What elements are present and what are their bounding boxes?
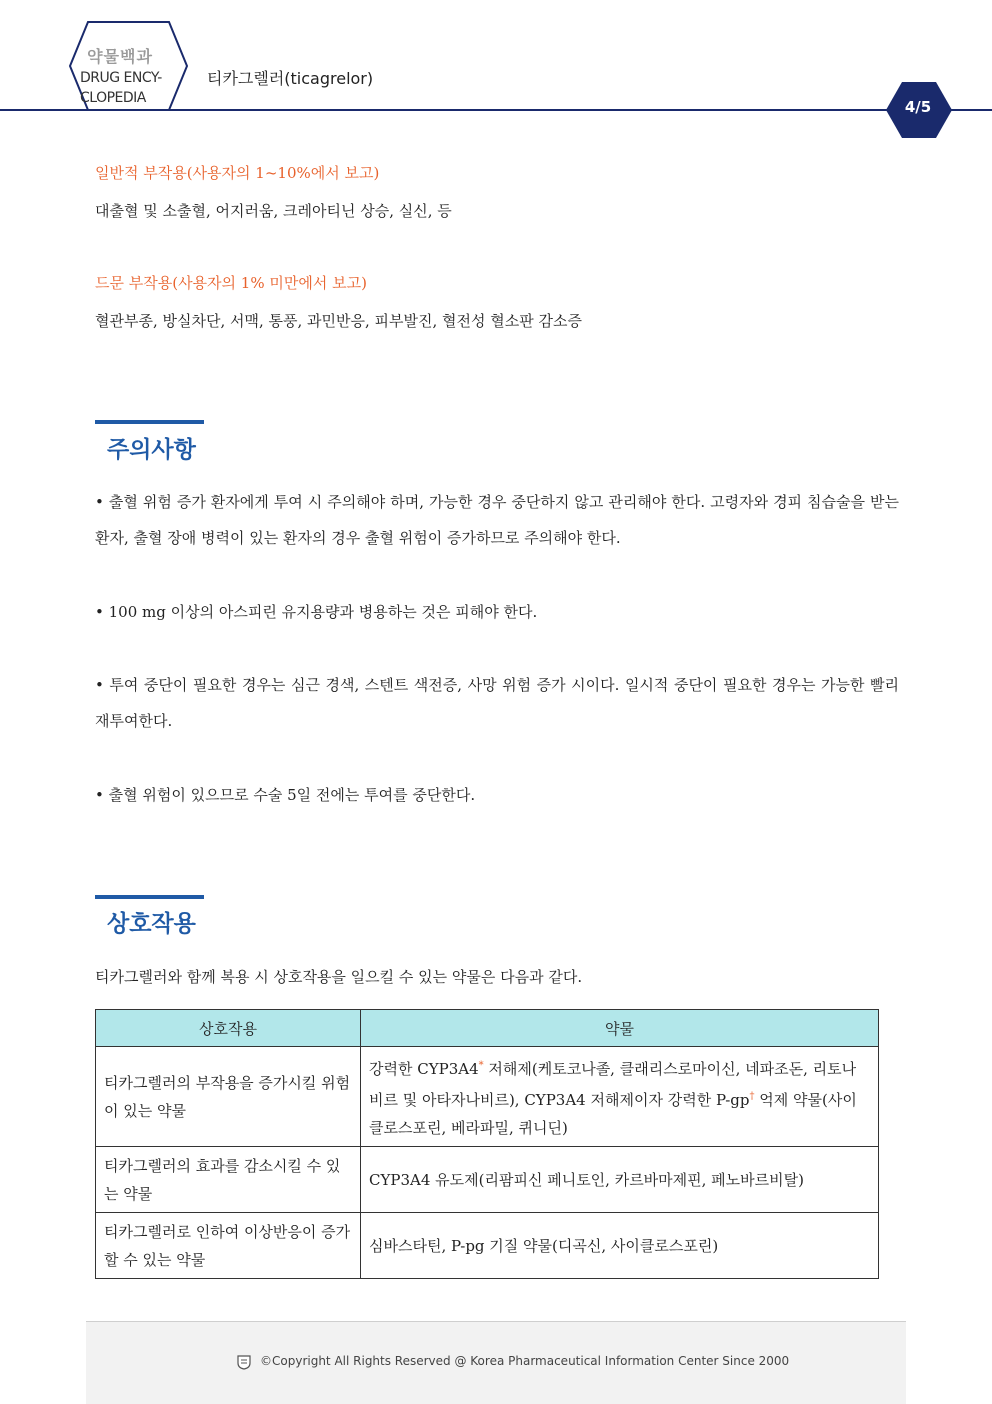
table-cell-drug <box>361 1047 879 1147</box>
table-cell-effect: 티카그렐러의 부작용을 증가시킬 위험이 있는 약물 <box>96 1047 361 1147</box>
table-cell-drug: 심바스타틴, P-pg 기질 약물(디곡신, 사이클로스포린) <box>361 1213 879 1279</box>
footnote-mark: † <box>749 1090 755 1102</box>
table-header-row <box>96 1010 879 1047</box>
interactions-bar <box>95 895 204 899</box>
page-number: 4/5 <box>904 98 932 116</box>
table-cell-drug: CYP3A4 유도제(리팜피신 페니토인, 카르바마제핀, 페노바르비탈) <box>361 1147 879 1213</box>
precautions-bar <box>95 420 204 424</box>
footer-copyright: ©Copyright All Rights Reserved @ Korea Pharmaceutical Information Center Since 2000 <box>260 1354 790 1368</box>
interactions-table <box>95 1009 879 1279</box>
logo-english-line2: CLOPEDIA <box>80 90 146 106</box>
rare-side-effects-heading: 드문 부작용(사용자의 1% 미만에서 보고) <box>95 274 367 292</box>
column-header-drug: 약물 <box>361 1010 879 1047</box>
precaution-item: • 출혈 위험 증가 환자에게 투여 시 주의해야 하며, 가능한 경우 중단하지 않고 관리해야 한다. 고령자와 경피 침습술을 받는 환자, 출혈 장애 병력이 있는 환자의 경우 출혈 위험이 증가하므로 주의해야 한다. <box>95 493 899 547</box>
precaution-item: • 100 mg 이상의 아스피린 유지용량과 병용하는 것은 피해야 한다. <box>95 603 538 621</box>
precautions-title: 주의사항 <box>107 437 196 463</box>
common-side-effects-text: 대출혈 및 소출혈, 어지러움, 크레아티닌 상승, 실신, 등 <box>95 202 452 220</box>
logo-korean: 약물백과 <box>87 47 153 66</box>
footnote-mark: * <box>478 1059 484 1071</box>
precaution-item: • 출혈 위험이 있으므로 수술 5일 전에는 투여를 중단한다. <box>95 786 476 804</box>
column-header-interaction: 상호작용 <box>96 1010 361 1047</box>
drug-text-part: 억제 약물(사이클로스포린, 베라파밀, 퀴니딘) <box>369 1090 857 1137</box>
interactions-title: 상호작용 <box>107 911 196 937</box>
drug-text-part: 강력한 CYP3A4 <box>369 1059 479 1078</box>
table-cell-effect: 티카그렐러의 효과를 감소시킬 수 있는 약물 <box>96 1147 361 1213</box>
table-cell-effect: 티카그렐러로 인하여 이상반응이 증가할 수 있는 약물 <box>96 1213 361 1279</box>
interactions-intro: 티카그렐러와 함께 복용 시 상호작용을 일으킬 수 있는 약물은 다음과 같다. <box>95 968 583 986</box>
table-row <box>96 1213 879 1279</box>
precaution-item: • 투여 중단이 필요한 경우는 심근 경색, 스텐트 색전증, 사망 위험 증가 시이다. 일시적 중단이 필요한 경우는 가능한 빨리 재투여한다. <box>95 676 899 730</box>
table-row <box>96 1047 879 1147</box>
shield-icon <box>236 1354 252 1370</box>
document-title: 티카그렐러(ticagrelor) <box>207 69 374 88</box>
logo-english-line1: DRUG ENCY- <box>80 70 162 86</box>
drug-text-part: 저해제(케토코나졸, 클래리스로마이신, 네파조돈, 리토나비르 및 아타자나비르), CYP3A4 저해제이자 강력한 P-gp <box>369 1059 857 1109</box>
common-side-effects-heading: 일반적 부작용(사용자의 1~10%에서 보고) <box>95 164 380 182</box>
logo-english <box>80 68 162 108</box>
table-row <box>96 1147 879 1213</box>
rare-side-effects-text: 혈관부종, 방실차단, 서맥, 통풍, 과민반응, 피부발진, 혈전성 혈소판 감소증 <box>95 312 582 330</box>
